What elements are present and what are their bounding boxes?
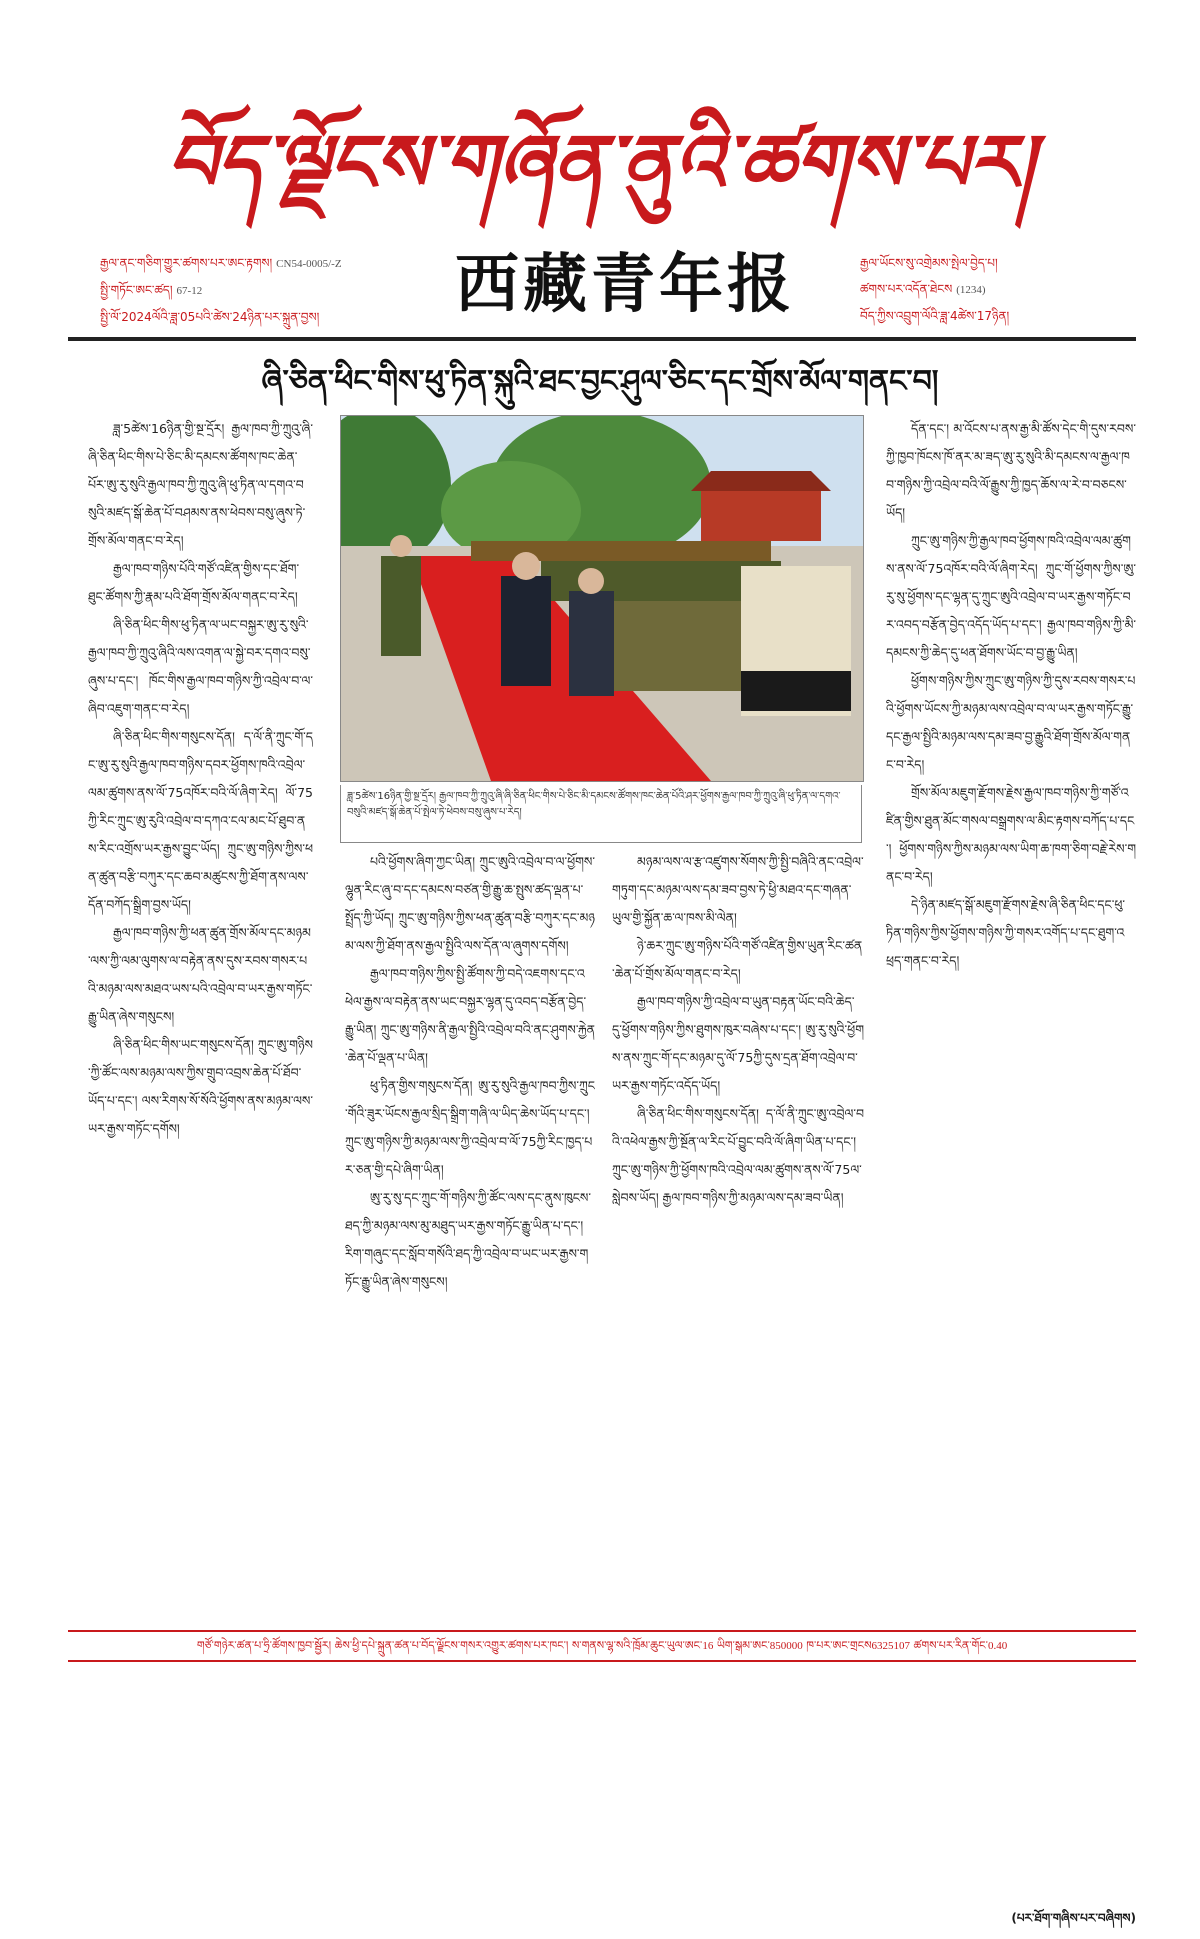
paragraph: གྲོས་མོལ་མཇུག་རྫོགས་རྗེས་རྒྱལ་ཁབ་གཉིས་ཀྱི་གཙོ་འཛིན་གྱིས་ཐུན་མོང་གསལ་བསྒྲགས་ལ་མིང་རྟགས་བཀོད་པ་དང་། ཕྱོགས་གཉིས་ཀྱིས་མཉམ་ལས་ཡིག་ཆ་ཁག་ཅིག་བརྗེ་རེས་གནང་བ་རེད། <box>886 785 1136 884</box>
paragraph: པའི་ཕྱོགས་ཞིག་ཀྱང་ཡིན། ཀྲུང་ཨུའི་འབྲེལ་བ་ལ་ཕྱོགས་ལྷུན་རིང་ཞུ་བ་དང་དམངས་བཙན་གྱི་རྒྱུ་ཆ་སྤུས་ཚད་ལྡན་པ་སྤྲོད་ཀྱི་ཡོད། ཀྲུང་ཨུ་གཉིས་ཀྱིས་ཕན་ཚུན་བརྩི་བཀུར་དང་མཉམ་ལས་ཀྱི་ཐོག་ནས་རྒྱལ་སྤྱིའི་ལས་དོན་ལ་ཞུགས་དགོས། <box>345 854 595 953</box>
photo-gate <box>701 486 821 541</box>
paragraph: ཞི་ཅིན་ཕིང་གིས་གསུངས་དོན། ད་ལོ་ནི་ཀྲུང་གོ་དང་ཨུ་རུ་སུའི་རྒྱལ་ཁབ་གཉིས་དབར་ཕྱོགས་ཁའི་འབྲེལ་ལམ་ཚུགས་ནས་ལོ་75འཁོར་བའི་ལོ་ཞིག་རེད། ལོ་75ཀྱི་རིང་ཀྲུང་ཨུ་རུའི་འབྲེལ་བ་དཀའ་ངལ་མང་པོ་ཐུབ་ནས་རིང་འགྲོས་ཡར་རྒྱས་བྱུང་ཡོད། ཀྲུང་ཨུ་གཉིས་ཀྱིས་ཕན་ཚུན་བརྩི་བཀུར་དང་ཆབ་མཚུངས་ཀྱི་ཐོག་ནས་ལས་དོན་བཀོད་སྒྲིག་བྱས་ཡོད། <box>88 729 313 912</box>
info-line <box>860 250 1140 276</box>
photo-illustration <box>341 416 863 781</box>
paragraph: དོན་དང་། མ་འོངས་པ་ནས་རྒྱ་མི་ཚོས་དེང་གི་དུས་རབས་ཀྱི་ཁྱབ་ཁོངས་ཁོ་ནར་མ་ཟད་ཨུ་རུ་སུའི་མི་དམངས་ལ་རྒྱལ་ཁབ་གཉིས་ཀྱི་འབྲེལ་བའི་ལོ་རྒྱུས་ཀྱི་ཁྱད་ཆོས་ལ་རེ་བ་བཅངས་ཡོད། <box>886 421 1136 520</box>
article-column-2 <box>345 848 595 1935</box>
news-photo <box>340 415 864 782</box>
photo-gate-roof <box>691 471 831 491</box>
article-column-3 <box>612 848 864 1935</box>
continuation-note: (པར་ཐོག་གཞིས་པར་བཞིགས) <box>1011 1911 1136 1925</box>
masthead-tibetan-title <box>150 95 1050 235</box>
publication-info-right <box>860 250 1140 329</box>
paragraph: ཨུ་རུ་སུ་དང་ཀྲུང་གོ་གཉིས་ཀྱི་ཚོང་ལས་དང་ནུས་ཁུངས་ཐད་ཀྱི་མཉམ་ལས་མུ་མཐུད་ཡར་རྒྱས་གཏོང་རྒྱུ་ཡིན་པ་དང་། རིག་གཞུང་དང་སློབ་གསོའི་ཐད་ཀྱི་འབྲེལ་བ་ཡང་ཡར་རྒྱས་གཏོང་རྒྱུ་ཡིན་ཞེས་གསུངས། <box>345 1190 591 1289</box>
paragraph: ཀྲུང་ཨུ་གཉིས་ཀྱི་རྒྱལ་ཁབ་ཕྱོགས་ཁའི་འབྲེལ་ལམ་ཚུགས་ནས་ལོ་75འཁོར་བའི་ལོ་ཞིག་རེད། ཀྲུང་གོ་ཕྱོགས་ཀྱིས་ཨུ་རུ་སུ་ཕྱོགས་དང་ལྷན་དུ་ཀྲུང་ཨུའི་འབྲེལ་བ་ཡར་རྒྱས་གཏོང་བར་འབད་བརྩོན་བྱེད་འདོད་ཡོད་པ་དང་། རྒྱལ་ཁབ་གཉིས་ཀྱི་མི་དམངས་ཀྱི་ཆེད་དུ་ཕན་ཐོགས་ཡོང་བ་བྱ་རྒྱུ་ཡིན། <box>886 533 1136 660</box>
headline: ཞི་ཅིན་ཕིང་གིས་ཕུ་ཏིན་སྐུའི་ཐང་བྱང་ཤུལ་ཅིང་དང་གྲོས་མོལ་གནང་བ། <box>261 364 939 399</box>
article-column-1 <box>88 415 313 1935</box>
paragraph: ཕྱོགས་གཉིས་ཀྱིས་ཀྲུང་ཨུ་གཉིས་ཀྱི་དུས་རབས་གསར་པའི་ཕྱོགས་ཡོངས་ཀྱི་མཉམ་ལས་འབྲེལ་བ་ལ་ཡར་རྒྱས་གཏོང་རྒྱུ་དང་རྒྱལ་སྤྱིའི་མཉམ་ལས་དམ་ཟབ་བྱ་རྒྱུའི་ཐོག་གྲོས་མོལ་གནང་བ་རེད། <box>886 673 1136 772</box>
photo-officer <box>381 556 421 656</box>
paragraph: ཞི་ཅིན་ཕིང་གིས་ཡང་གསུངས་དོན། ཀྲུང་ཨུ་གཉིས་ཀྱི་ཚོང་ལས་མཉམ་ལས་ཀྱིས་གྲུབ་འབྲས་ཆེན་པོ་ཐོབ་ཡོད་པ་དང་། ལས་རིགས་སོ་སོའི་ཕྱོགས་ནས་མཉམ་ལས་ཡར་རྒྱས་གཏོང་དགོས། <box>88 1037 313 1136</box>
photo-person-head <box>578 568 604 594</box>
photo-officer-head <box>390 535 412 557</box>
article-column-4 <box>886 415 1136 1905</box>
info-label: རྒྱལ་ཡོངས་སུ་འགྲེམས་སྤེལ་བྱེད་པ། <box>860 256 998 270</box>
paragraph: ཕུ་ཏིན་གྱིས་གསུངས་དོན། ཨུ་རུ་སུའི་རྒྱལ་ཁབ་ཀྱིས་ཀྲུང་གོའི་ཟུར་ཡོངས་རྒྱལ་སྲིད་སྒྲིག་གཞི་ལ་ཡིད་ཆེས་ཡོད་པ་དང་། ཀྲུང་ཨུ་གཉིས་ཀྱི་མཉམ་ལས་ཀྱི་འབྲེལ་བ་ལོ་75ཀྱི་རིང་ཁྱད་པར་ཅན་གྱི་དཔེ་ཞིག་ཡིན། <box>345 1078 595 1177</box>
info-label: ཚགས་པར་འདོན་ཐེངས <box>860 282 953 296</box>
paragraph: རྒྱལ་ཁབ་གཉིས་ཀྱི་ཕན་ཚུན་གྲོས་མོལ་དང་མཉམ་ལས་ཀྱི་ལམ་ལུགས་ལ་བརྟེན་ནས་དུས་རབས་གསར་པའི་མཉམ་ལས་མཐའ་ཡས་པའི་འབྲེལ་བ་ཡར་རྒྱས་གཏོང་རྒྱུ་ཡིན་ཞེས་གསུངས། <box>88 925 313 1024</box>
info-label: སྤྱི་གཏོང་ཨང་ཚད། <box>100 283 173 297</box>
footer-text: གཙོ་གཉེར་ཚན་པ་ཧྲི་ཚོགས་ཁྱབ་སྦྱོར། ཆེས་ཕྱི་དཔེ་སྐྲུན་ཚན་པ་བོད་ལྗོངས་གསར་འགྱུར་ཚགས་པར་ཁང་། ས་གནས་ལྷ་སའི་ཁྲོམ་ཆུང་ཡུལ་ཨང་ <box>196 1639 703 1652</box>
paragraph: རྒྱལ་ཁབ་གཉིས་པོའི་གཙོ་འཛིན་གྱིས་དང་ཐོག་ཐུང་ཚོགས་ཀྱི་རྣམ་པའི་ཐོག་གྲོས་མོལ་གནང་བ་རེད། <box>88 561 300 604</box>
photo-caption: ཟླ་5ཚེས་16ཉིན་གྱི་སྔ་དྲོར། རྒྱལ་ཁབ་ཀྱི་ཀྲུའུ་ཞི་ཞི་ཅིན་ཕིང་གིས་པེ་ཅིང་མི་དམངས་ཚོགས་ཁང་ཆེན་པོའི་ཤར་ཕྱོགས་རྒྱལ་ཁབ་ཀྱི་ཀྲུའུ་ཞི་ཕུ་ཏིན་ལ་དགའ་བསུའི་མཛད་སྒོ་ཆེན་པོ་སྤེལ་ཏེ་ཕེབས་བསུ་ཞུས་པ་རེད། <box>340 785 862 843</box>
paragraph: རྒྱལ་ཁབ་གཉིས་ཀྱིས་སྤྱི་ཚོགས་ཀྱི་བདེ་འཇགས་དང་འཕེལ་རྒྱས་ལ་བརྟེན་ནས་ཡང་བསྐྱར་ལྷན་དུ་འབད་བརྩོན་བྱེད་རྒྱུ་ཡིན། ཀྲུང་ཨུ་གཉིས་ནི་རྒྱལ་སྤྱིའི་འབྲེལ་བའི་ནང་ཤུགས་རྐྱེན་ཆེན་པོ་ལྡན་པ་ཡིན། <box>345 966 595 1065</box>
paragraph: ཞི་ཅིན་ཕིང་གིས་ཕུ་ཏིན་ལ་ཡང་བསྐྱར་ཨུ་རུ་སུའི་རྒྱལ་ཁབ་ཀྱི་ཀྲུའུ་ཞིའི་ལས་འགན་ལ་སྐྱེ་བར་དགའ་བསུ་ཞུས་པ་དང་། ཁོང་གིས་རྒྱལ་ཁབ་གཉིས་ཀྱི་འབྲེལ་བ་ལ་ཞིབ་འཇུག་གནང་བ་རེད། <box>88 617 313 716</box>
info-label: རྒྱལ་ནང་གཅིག་གྱུར་ཚགས་པར་ཨང་རྟགས། <box>100 256 273 270</box>
paragraph: དེ་ཉིན་མཛད་སྒོ་མཇུག་རྫོགས་རྗེས་ཞི་ཅིན་ཕིང་དང་ཕུ་ཏིན་གཉིས་ཀྱིས་ཕྱོགས་གཉིས་ཀྱི་གསར་འགོད་པ་དང་ཐུག་འཕྲད་གནང་བ་རེད། <box>886 897 1125 968</box>
footer-number: 16 <box>702 1640 714 1652</box>
footer-imprint <box>68 1630 1136 1662</box>
paragraph: ཉེ་ཆར་ཀྲུང་ཨུ་གཉིས་པོའི་གཙོ་འཛིན་གྱིས་ཡུན་རིང་ཚན་ཆེན་པོ་གྲོས་མོལ་གནང་བ་རེད། <box>612 938 863 981</box>
photo-person <box>569 591 614 696</box>
masthead-divider <box>68 337 1136 341</box>
info-value: 67-12 <box>176 285 203 297</box>
photo-person <box>501 576 551 686</box>
footer-number: 0.40 <box>987 1640 1008 1652</box>
info-line <box>100 250 440 277</box>
footer-number: 850000 <box>769 1640 803 1652</box>
footer-text: ཁ་པར་ཨང་གྲངས <box>806 1639 872 1652</box>
footer-number: 6325107 <box>871 1640 910 1652</box>
chinese-title: 西藏青年报 <box>455 247 795 322</box>
footer-text: ཚགས་པར་རིན་གོང་ <box>913 1639 988 1652</box>
paragraph: ཞི་ཅིན་ཕིང་གིས་གསུངས་དོན། ད་ལོ་ནི་ཀྲུང་ཨུ་འབྲེལ་བའི་འཕེལ་རྒྱས་ཀྱི་སྔོན་ལ་རིང་པོ་བྱུང་བའི་ལོ་ཞིག་ཡིན་པ་དང་། ཀྲུང་ཨུ་གཉིས་ཀྱི་ཕྱོགས་ཁའི་འབྲེལ་ལམ་ཚུགས་ནས་ལོ་75ལ་སླེབས་ཡོད། རྒྱལ་ཁབ་གཉིས་ཀྱི་མཉམ་ལས་དམ་ཟབ་ཡིན། <box>612 1106 864 1205</box>
footer-text: ཡིག་སྒམ་ཨང་ <box>716 1639 770 1652</box>
info-label: བོད་ཀྱིས་འབྲུག་ལོའི་ཟླ་4ཚེས་17ཉིན། <box>860 309 1010 323</box>
paragraph: རྒྱལ་ཁབ་གཉིས་ཀྱི་འབྲེལ་བ་ཡུན་བརྟན་ཡོང་བའི་ཆེད་དུ་ཕྱོགས་གཉིས་ཀྱིས་ཐུགས་ཁུར་བཞེས་པ་དང་། ཨུ་རུ་སུའི་ཕྱོགས་ནས་ཀྲུང་གོ་དང་མཉམ་དུ་ལོ་75ཀྱི་དུས་དྲན་ཐོག་འབྲེལ་བ་ཡར་རྒྱས་གཏོང་འདོད་ཡོད། <box>612 994 864 1093</box>
info-line <box>100 304 440 330</box>
photo-person-head <box>512 552 540 580</box>
masthead-calligraphy <box>150 95 1050 235</box>
paragraph: མཉམ་ལས་ལ་རྩ་འཛུགས་སོགས་ཀྱི་སྤྱི་བཞིའི་ནང་འབྲེལ་གཏུག་དང་མཉམ་ལས་དམ་ཟབ་བྱས་ཏེ་ཕྱི་མཐའ་དང་གཞན་ཡུལ་གྱི་སྐྱོན་ཆ་ལ་ཁས་མི་ལེན། <box>612 854 864 925</box>
info-value: CN54-0005/-Z <box>276 258 342 270</box>
masthead-calligraphy-text: བོད་ལྗོངས་གཞོན་ནུའི་ཚགས་པར། <box>166 119 1034 209</box>
info-value: (1234) <box>956 284 986 296</box>
publication-info-left <box>100 250 440 330</box>
info-label: སྤྱི་ལོ་2024ལོའི་ཟླ་05པའི་ཚེས་24ཉིན་པར་སྐྲུན་བྱས། <box>100 310 320 324</box>
info-line <box>860 276 1140 303</box>
info-line <box>860 303 1140 329</box>
info-line <box>100 277 440 304</box>
paragraph: ཟླ་5ཚེས་16ཉིན་གྱི་སྔ་དྲོར། རྒྱལ་ཁབ་ཀྱི་ཀྲུའུ་ཞི་ཞི་ཅིན་ཕིང་གིས་པེ་ཅིང་མི་དམངས་ཚོགས་ཁང་ཆེན་པོར་ཨུ་རུ་སུའི་རྒྱལ་ཁབ་ཀྱི་ཀྲུའུ་ཞི་ཕུ་ཏིན་ལ་དགའ་བསུའི་མཛད་སྒོ་ཆེན་པོ་བཤམས་ནས་ཕེབས་བསུ་ཞུས་ཏེ་གྲོས་མོལ་གནང་བ་རེད། <box>88 421 313 548</box>
